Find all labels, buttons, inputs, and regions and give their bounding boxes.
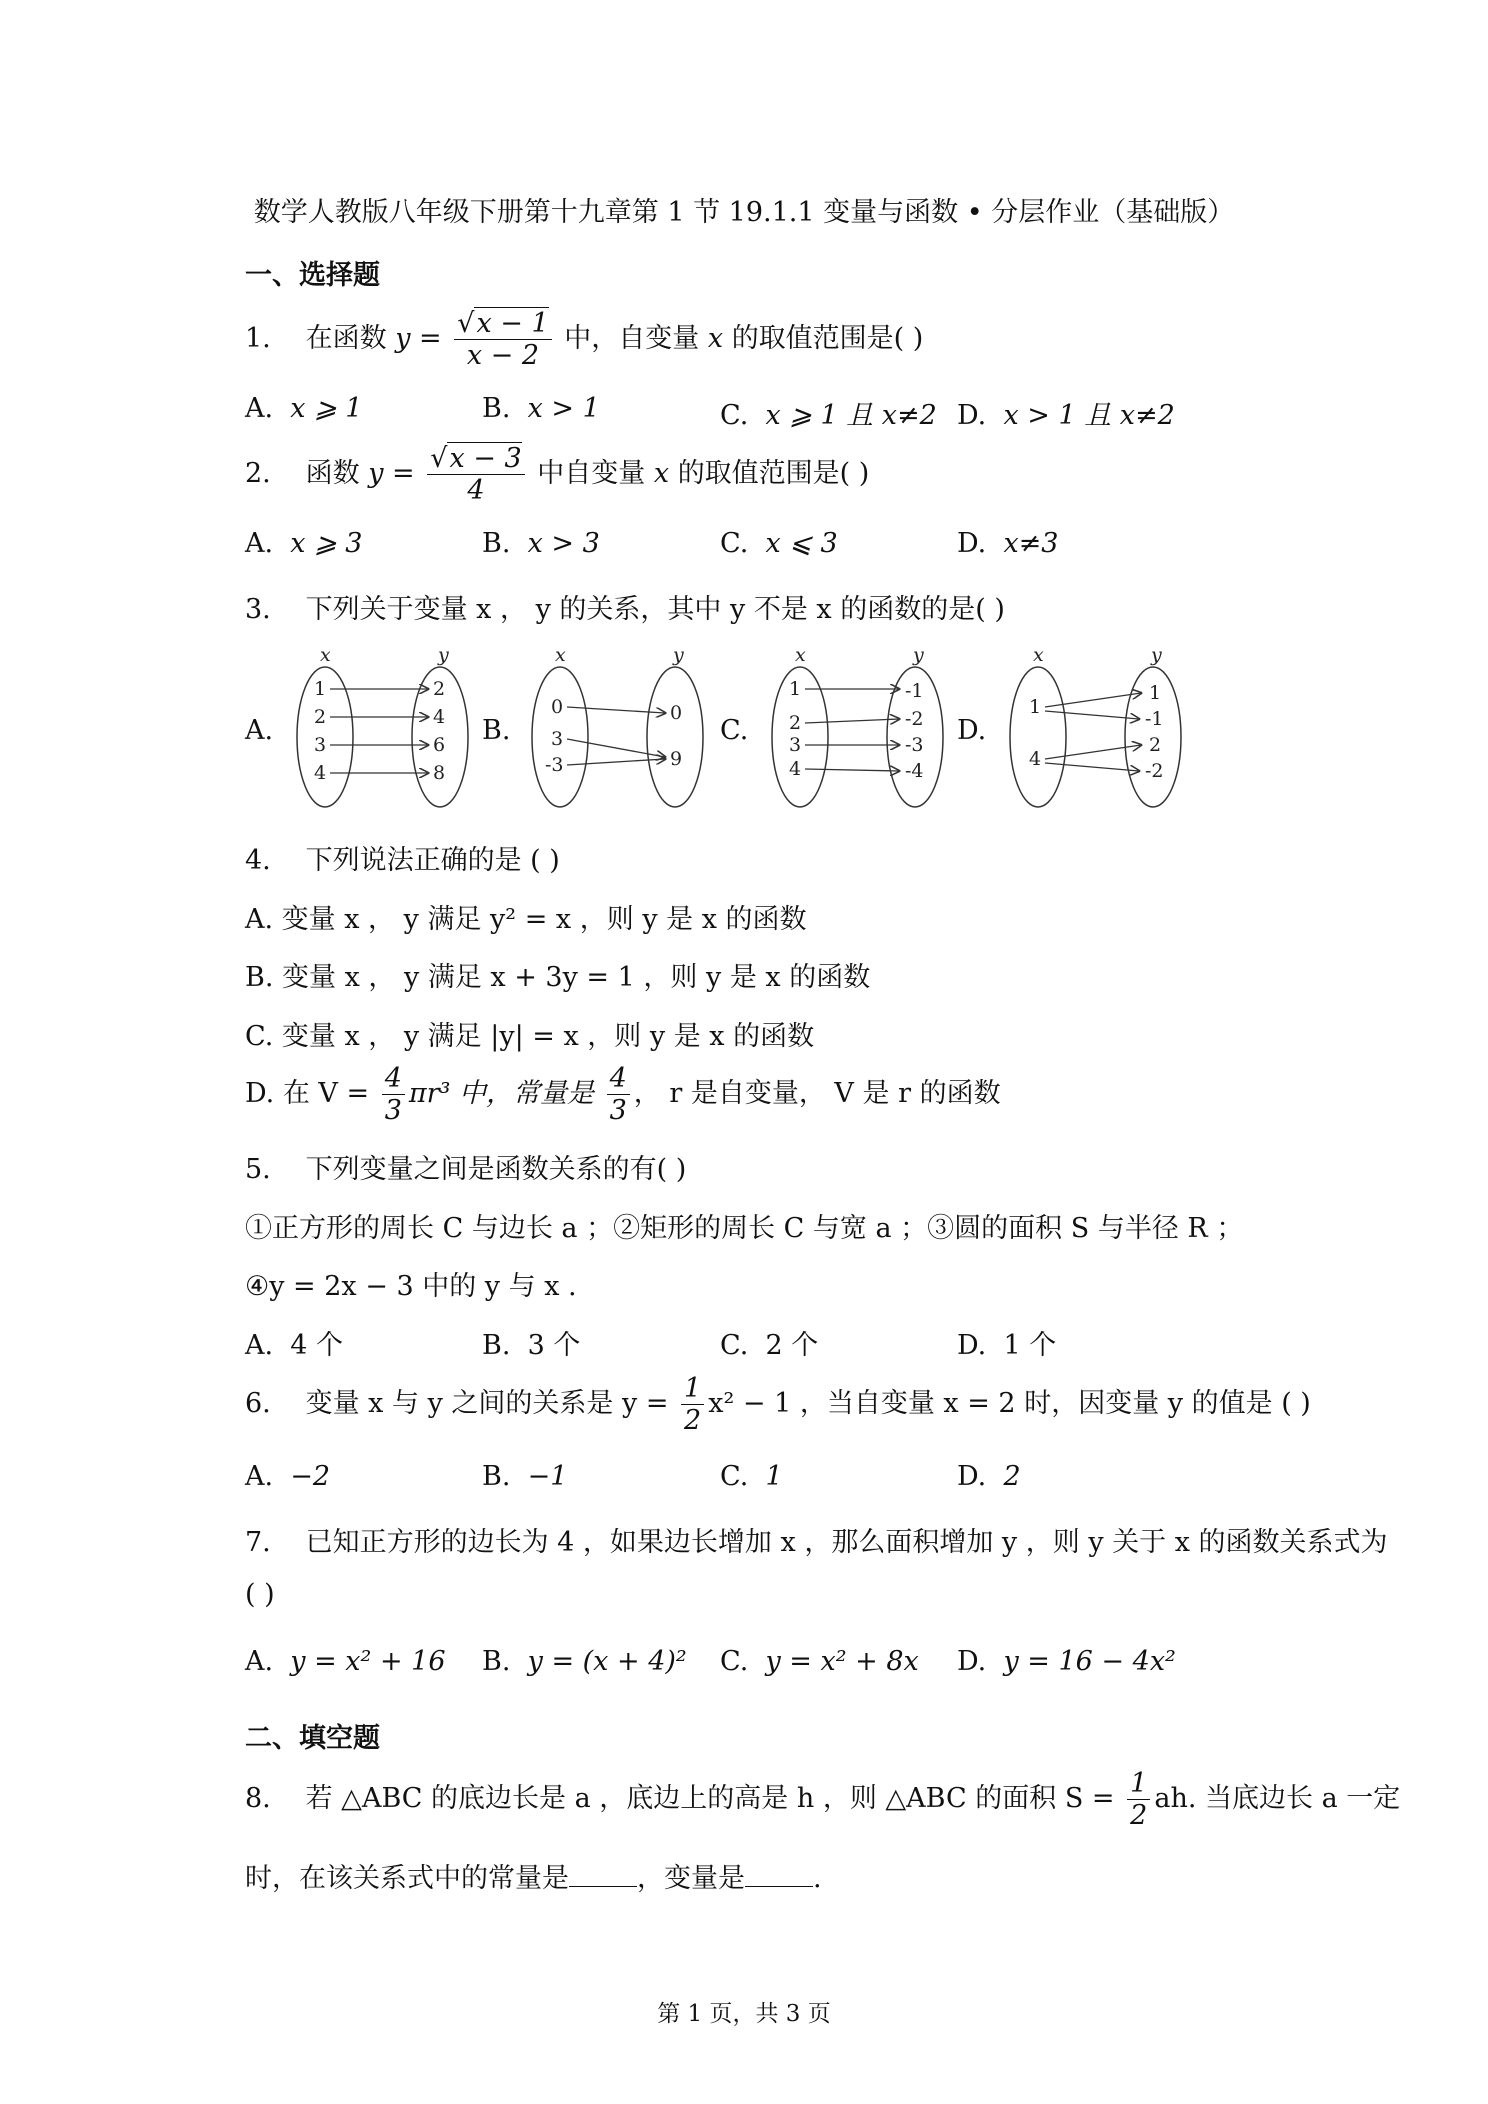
question-5-line-2: ④y = 2x − 3 中的 y 与 x . <box>245 1271 577 1302</box>
domain-value: 3 <box>314 734 327 756</box>
domain-value: 1 <box>1029 696 1042 718</box>
math-var: x <box>707 323 724 355</box>
range-value: 0 <box>670 702 683 724</box>
answer-option-d: D. x > 1 且 x≠2 <box>957 400 1175 431</box>
answer-option-b: B. y = (x + 4)² <box>482 1646 687 1677</box>
axis-label-x: x <box>320 645 331 666</box>
domain-value: 4 <box>789 758 802 780</box>
axis-label-x: x <box>555 645 566 666</box>
mapping-diagram-b <box>525 645 720 815</box>
question-8 <box>245 1768 1400 1831</box>
question-7-line-2: ( ) <box>245 1579 275 1610</box>
question-number: 7. <box>245 1527 271 1558</box>
question-5 <box>245 1147 686 1186</box>
domain-value: 2 <box>314 706 327 728</box>
answer-option-b: B. 变量 x ， y 满足 x + 3y = 1 ，则 y 是 x 的函数 <box>245 962 871 993</box>
question-number: 3. <box>245 594 271 625</box>
range-value: -1 <box>1145 708 1164 730</box>
section-heading-fill-blank: 二、填空题 <box>245 1723 380 1754</box>
mapping-arrow <box>567 707 665 713</box>
fraction-denominator: 4 <box>467 475 485 507</box>
answer-option-b: B. −1 <box>482 1461 568 1492</box>
question-text: 函数 <box>305 458 360 490</box>
domain-value: 3 <box>551 728 564 750</box>
axis-label-y: y <box>1151 645 1162 666</box>
answer-option-b: B. x > 3 <box>482 528 600 559</box>
fraction: $\frac{1}{2}$ <box>1127 1768 1150 1831</box>
question-8-line-2: 时，在该关系式中的常量是 ，变量是 . <box>245 1863 822 1894</box>
answer-blank[interactable] <box>745 1886 813 1887</box>
answer-option-c: C. x ⩾ 1 且 x≠2 <box>720 400 937 431</box>
range-value: 9 <box>670 748 683 770</box>
question-5-line-1: ①正方形的周长 C 与边长 a ；②矩形的周长 C 与宽 a ；③圆的面积 S 与半径 R ； <box>245 1213 1244 1244</box>
fraction <box>427 443 524 506</box>
question-text: ah. 当底边长 a 一定 <box>1154 1783 1401 1815</box>
domain-value: 4 <box>1029 748 1042 770</box>
question-text: 下列说法正确的是 ( ) <box>305 845 560 876</box>
axis-label-x: x <box>795 645 806 666</box>
fraction: $\frac{4}{3}$ <box>607 1063 630 1126</box>
mapping-arrow <box>805 719 899 723</box>
question-number: 4. <box>245 845 271 876</box>
question-3 <box>245 587 1005 626</box>
fraction-denominator: x − 2 <box>466 340 540 372</box>
document-title: 数学人教版八年级下册第十九章第 1 节 19.1.1 变量与函数 • 分层作业（基础版） <box>253 197 1235 228</box>
section-heading-choice: 一、选择题 <box>245 260 380 291</box>
question-number: 6. <box>245 1388 271 1420</box>
math-expr: y = <box>368 458 415 490</box>
answer-option-c: C. <box>720 715 749 746</box>
answer-option-d: D. 在 V = $\frac{4}{3}$ πr³ 中，常量是 $\frac{4}{3}$ ， r 是自变量， V 是 r 的函数 <box>245 1063 1001 1127</box>
answer-option-d: D. 1 个 <box>957 1330 1057 1361</box>
mapping-arrow <box>1045 763 1139 771</box>
axis-label-x: x <box>1033 645 1044 666</box>
fraction-numerator: √x − 1 <box>454 308 551 340</box>
axis-label-y: y <box>438 645 449 666</box>
mapping-diagram-d <box>1003 645 1198 815</box>
question-2 <box>245 443 869 506</box>
domain-value: 1 <box>789 678 802 700</box>
answer-option-d: D. <box>957 715 987 746</box>
range-value: 4 <box>433 706 446 728</box>
domain-value: 0 <box>551 696 564 718</box>
domain-value: 2 <box>789 712 802 734</box>
question-text: 中自变量 <box>537 458 646 490</box>
answer-option-a: A. 变量 x ， y 满足 y² = x ，则 y 是 x 的函数 <box>245 904 807 935</box>
question-text: 在函数 <box>305 323 387 355</box>
answer-option-c: C. x ⩽ 3 <box>720 528 838 559</box>
range-value: -1 <box>905 680 924 702</box>
question-number: 5. <box>245 1154 271 1185</box>
question-text: 变量 x 与 y 之间的关系是 y = <box>305 1388 669 1420</box>
answer-option-c: C. 1 <box>720 1461 783 1492</box>
answer-option-a: A. x ⩾ 3 <box>245 528 363 559</box>
mapping-diagram-a <box>290 645 485 815</box>
question-7 <box>245 1520 1388 1559</box>
question-4 <box>245 838 560 877</box>
math-expr: y = <box>395 323 442 355</box>
answer-option-a: A. x ⩾ 1 <box>245 393 363 424</box>
range-value: -2 <box>1145 760 1164 782</box>
fraction: $\frac{1}{2}$ <box>681 1373 704 1436</box>
axis-label-y: y <box>673 645 684 666</box>
axis-label-y: y <box>913 645 924 666</box>
question-number: 2. <box>245 458 271 490</box>
answer-option-a: A. −2 <box>245 1461 331 1492</box>
domain-ellipse <box>1010 667 1066 807</box>
answer-option-a: A. <box>245 715 274 746</box>
answer-option-d: D. 2 <box>957 1461 1021 1492</box>
question-text: x² − 1 ，当自变量 x = 2 时，因变量 y 的值是 ( ) <box>708 1388 1311 1420</box>
question-text: 的取值范围是( ) <box>731 323 924 355</box>
question-text: 下列变量之间是函数关系的有( ) <box>305 1154 687 1185</box>
answer-option-a: A. 4 个 <box>245 1330 344 1361</box>
range-value: 8 <box>433 762 446 784</box>
answer-blank[interactable] <box>569 1886 637 1887</box>
fraction-numerator: √x − 3 <box>427 443 524 475</box>
domain-value: 4 <box>314 762 327 784</box>
answer-option-c: C. 2 个 <box>720 1330 819 1361</box>
page-footer: 第 1 页，共 3 页 <box>657 2001 831 2027</box>
range-value: 6 <box>433 734 446 756</box>
domain-value: -3 <box>545 754 564 776</box>
mapping-diagram-c <box>765 645 960 815</box>
range-value: 2 <box>1149 734 1162 756</box>
question-text: 下列关于变量 x ， y 的关系，其中 y 不是 x 的函数的是( ) <box>305 594 1005 625</box>
answer-option-b: B. <box>482 715 511 746</box>
question-number: 8. <box>245 1783 271 1815</box>
question-text: 已知正方形的边长为 4 ，如果边长增加 x ，那么面积增加 y ，则 y 关于 x 的函数关系式为 <box>305 1527 1388 1558</box>
domain-value: 1 <box>314 678 327 700</box>
range-value: -2 <box>905 708 924 730</box>
answer-option-d: D. y = 16 − 4x² <box>957 1646 1176 1677</box>
answer-option-d: D. x≠3 <box>957 528 1059 559</box>
mapping-arrow <box>567 759 665 765</box>
mapping-arrow <box>1045 711 1139 719</box>
question-1 <box>245 308 923 371</box>
range-value: 1 <box>1149 682 1162 704</box>
question-6 <box>245 1373 1311 1436</box>
range-ellipse <box>647 667 703 807</box>
answer-option-b: B. 3 个 <box>482 1330 581 1361</box>
fraction: $\frac{4}{3}$ <box>382 1063 405 1126</box>
mapping-arrow <box>805 769 899 771</box>
answer-option-a: A. y = x² + 16 <box>245 1646 446 1677</box>
range-value: 2 <box>433 678 446 700</box>
mapping-arrow <box>567 739 665 757</box>
question-text: 若 △ABC 的底边长是 a ，底边上的高是 h ，则 △ABC 的面积 S = <box>305 1783 1115 1815</box>
question-number: 1. <box>245 323 271 355</box>
range-value: -4 <box>905 760 924 782</box>
domain-value: 3 <box>789 734 802 756</box>
question-text: 的取值范围是( ) <box>677 458 870 490</box>
answer-option-c: C. y = x² + 8x <box>720 1646 919 1677</box>
mapping-arrow <box>1045 693 1141 707</box>
answer-option-b: B. x > 1 <box>482 393 600 424</box>
question-text: 中，自变量 <box>564 323 700 355</box>
range-value: -3 <box>905 734 924 756</box>
math-var: x <box>653 458 670 490</box>
fraction <box>454 308 551 371</box>
answer-option-c: C. 变量 x ， y 满足 |y| = x ，则 y 是 x 的函数 <box>245 1021 815 1052</box>
